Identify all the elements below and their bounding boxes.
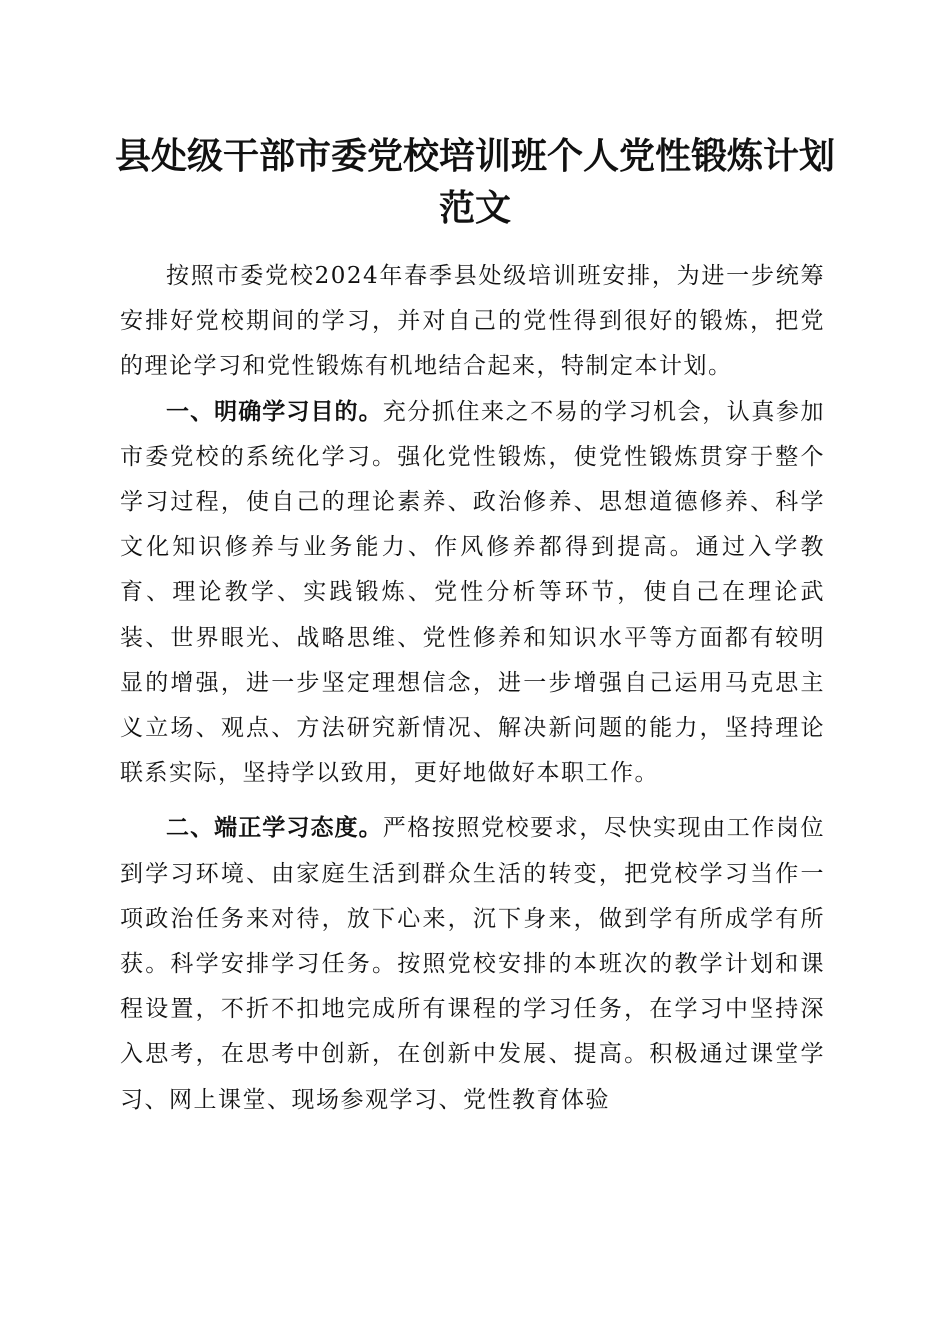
section-1-paragraph bbox=[120, 390, 825, 797]
section-2-text: 严格按照党校要求，尽快实现由工作岗位到学习环境、由家庭生活到群众生活的转变，把党校学习当作一项政治任务来对待，放下心来，沉下身来，做到学有所成学有所获。科学安排学习任务。按照党校安排的本班次的教学计划和课程设置，不折不扣地完成所有课程的学习任务，在学习中坚持深入思考，在思考中创新，在创新中发展、提高。积极通过课堂学习、网上课堂、现场参观学习、党性教育体验 bbox=[120, 815, 826, 1113]
section-2-paragraph bbox=[120, 806, 825, 1122]
document-body bbox=[120, 254, 825, 1123]
section-1-text: 充分抓住来之不易的学习机会，认真参加市委党校的系统化学习。强化党性锻炼，使党性锻炼贯穿于整个学习过程，使自己的理论素养、政治修养、思想道德修养、科学文化知识修养与业务能力、作风修养都得到提高。通过入学教育、理论教学、实践锻炼、党性分析等环节，使自己在理论武装、世界眼光、战略思维、党性修养和知识水平等方面都有较明显的增强，进一步坚定理想信念，进一步增强自己运用马克思主义立场、观点、方法研究新情况、解决新问题的能力，坚持理论联系实际，坚持学以致用，更好地做好本职工作。 bbox=[120, 398, 826, 787]
section-2-heading: 二、端正学习态度。 bbox=[166, 815, 383, 842]
intro-paragraph: 按照市委党校2024年春季县处级培训班安排，为进一步统筹安排好党校期间的学习，并对自己的党性得到很好的锻炼，把党的理论学习和党性锻炼有机地结合起来，特制定本计划。 bbox=[120, 263, 825, 380]
document-title bbox=[100, 130, 850, 234]
title-line-2: 范文 bbox=[438, 187, 511, 229]
section-1-heading: 一、明确学习目的。 bbox=[166, 398, 383, 425]
title-line-1: 县处级干部市委党校培训班个人党性锻炼计划 bbox=[114, 135, 835, 177]
